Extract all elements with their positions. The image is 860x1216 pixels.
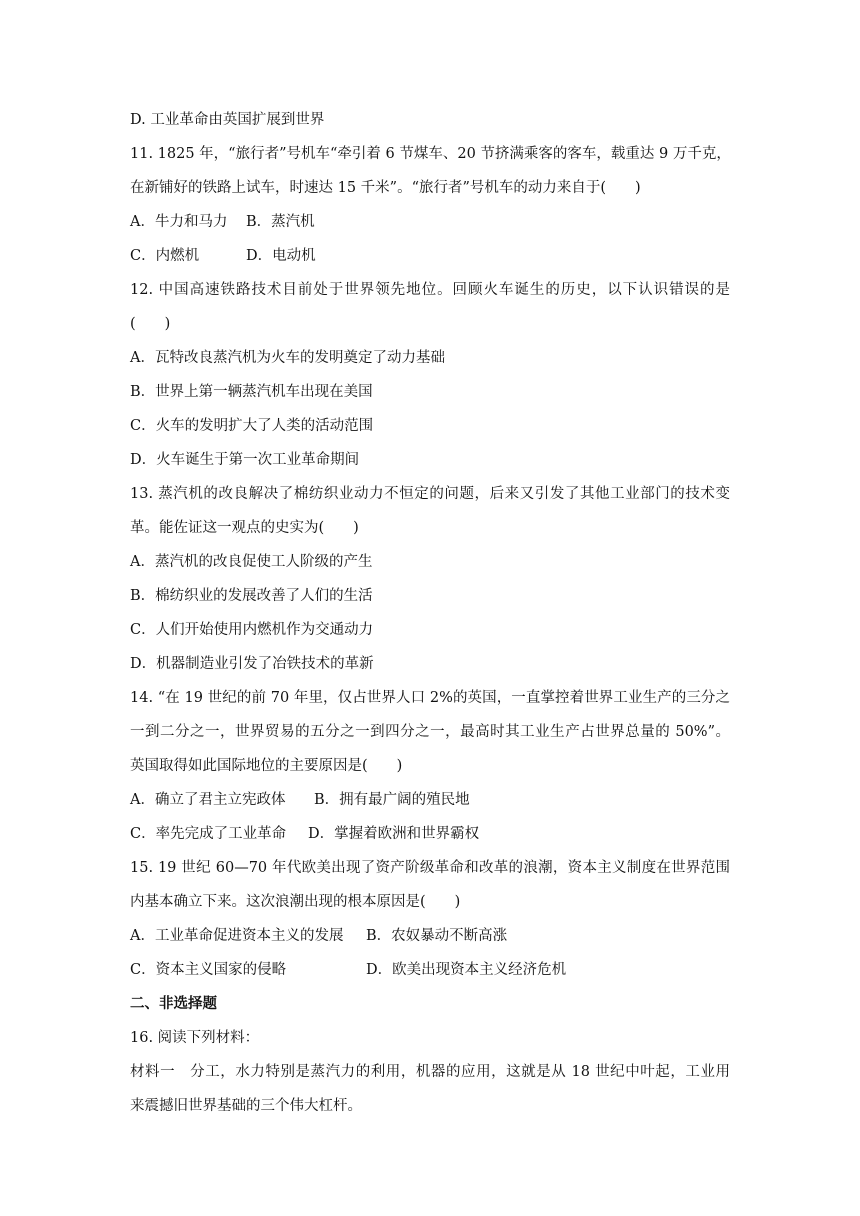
q16-material-1-line-1: 材料一 分工，水力特别是蒸汽力的利用，机器的应用，这就是从 18 世纪中叶起，工业用	[130, 1064, 730, 1080]
q14-option-b: B．拥有最广阔的殖民地	[314, 792, 470, 808]
q12-stem-line-2: ( )	[130, 316, 171, 332]
q12-option-c: C．火车的发明扩大了人类的活动范围	[130, 418, 374, 434]
q14-option-a: A．确立了君主立宪政体	[130, 792, 286, 808]
q16-material-1-line-2: 来震撼旧世界基础的三个伟大杠杆。	[130, 1098, 362, 1114]
q15-option-d: D．欧美出现资本主义经济危机	[366, 962, 567, 978]
q11-stem-line-1: 11. 1825 年，“旅行者”号机车“牵引着 6 节煤车、20 节挤满乘客的客车，载重达 9 万千克，	[130, 146, 731, 162]
q14-options-row-1	[130, 789, 730, 811]
q12-option-b: B．世界上第一辆蒸汽机车出现在美国	[130, 384, 373, 400]
q11-options-row-1	[130, 211, 730, 233]
q14-option-d: D．掌握着欧洲和世界霸权	[308, 826, 480, 842]
q15-stem-line-2: 内基本确立下来。这次浪潮出现的根本原因是( )	[130, 894, 461, 910]
q14-stem-line-1: 14. “在 19 世纪的前 70 年里，仅占世界人口 2%的英国，一直掌控着世界工业生产的三分之	[130, 690, 730, 706]
q15-option-a: A．工业革命促进资本主义的发展	[130, 928, 344, 944]
q14-stem-line-2: 一到二分之一，世界贸易的五分之一到四分之一，最高时其工业生产占世界总量的 50%”。	[130, 724, 730, 740]
q15-stem-line-1: 15. 19 世纪 60—70 年代欧美出现了资产阶级革命和改革的浪潮，资本主义制度在世界范围	[130, 860, 730, 876]
q13-stem-line-2: 革。能佐证这一观点的史实为( )	[130, 520, 359, 536]
q11-option-c: C．内燃机	[130, 248, 200, 264]
q10-option-d: D. 工业革命由英国扩展到世界	[130, 112, 325, 128]
q16-stem: 16. 阅读下列材料：	[130, 1030, 260, 1046]
q15-options-row-1	[130, 925, 730, 947]
q13-stem-line-1: 13. 蒸汽机的改良解决了棉纺织业动力不恒定的问题，后来又引发了其他工业部门的技术变	[130, 486, 730, 502]
section-2-heading: 二、非选择题	[130, 995, 217, 1012]
q12-stem-line-1: 12. 中国高速铁路技术目前处于世界领先地位。回顾火车诞生的历史，以下认识错误的是	[130, 282, 730, 298]
q13-option-d: D．机器制造业引发了冶铁技术的革新	[130, 656, 374, 672]
q11-stem-line-2: 在新铺好的铁路上试车，时速达 15 千米”。“旅行者”号机车的动力来自于( )	[130, 180, 641, 196]
q11-option-d: D．电动机	[246, 248, 316, 264]
q15-option-c: C．资本主义国家的侵略	[130, 962, 287, 978]
q15-options-row-2	[130, 959, 730, 981]
q14-options-row-2	[130, 823, 730, 845]
q11-option-a: A．牛力和马力	[130, 214, 228, 230]
q13-option-c: C．人们开始使用内燃机作为交通动力	[130, 622, 374, 638]
q13-option-b: B．棉纺织业的发展改善了人们的生活	[130, 588, 373, 604]
q11-options-row-2	[130, 245, 730, 267]
q12-option-a: A．瓦特改良蒸汽机为火车的发明奠定了动力基础	[130, 350, 445, 366]
q11-option-b: B．蒸汽机	[246, 214, 315, 230]
q13-option-a: A．蒸汽机的改良促使工人阶级的产生	[130, 554, 373, 570]
q14-option-c: C．率先完成了工业革命	[130, 826, 287, 842]
q12-option-d: D．火车诞生于第一次工业革命期间	[130, 452, 360, 468]
q15-option-b: B．农奴暴动不断高涨	[366, 928, 508, 944]
q14-stem-line-3: 英国取得如此国际地位的主要原因是( )	[130, 758, 403, 774]
